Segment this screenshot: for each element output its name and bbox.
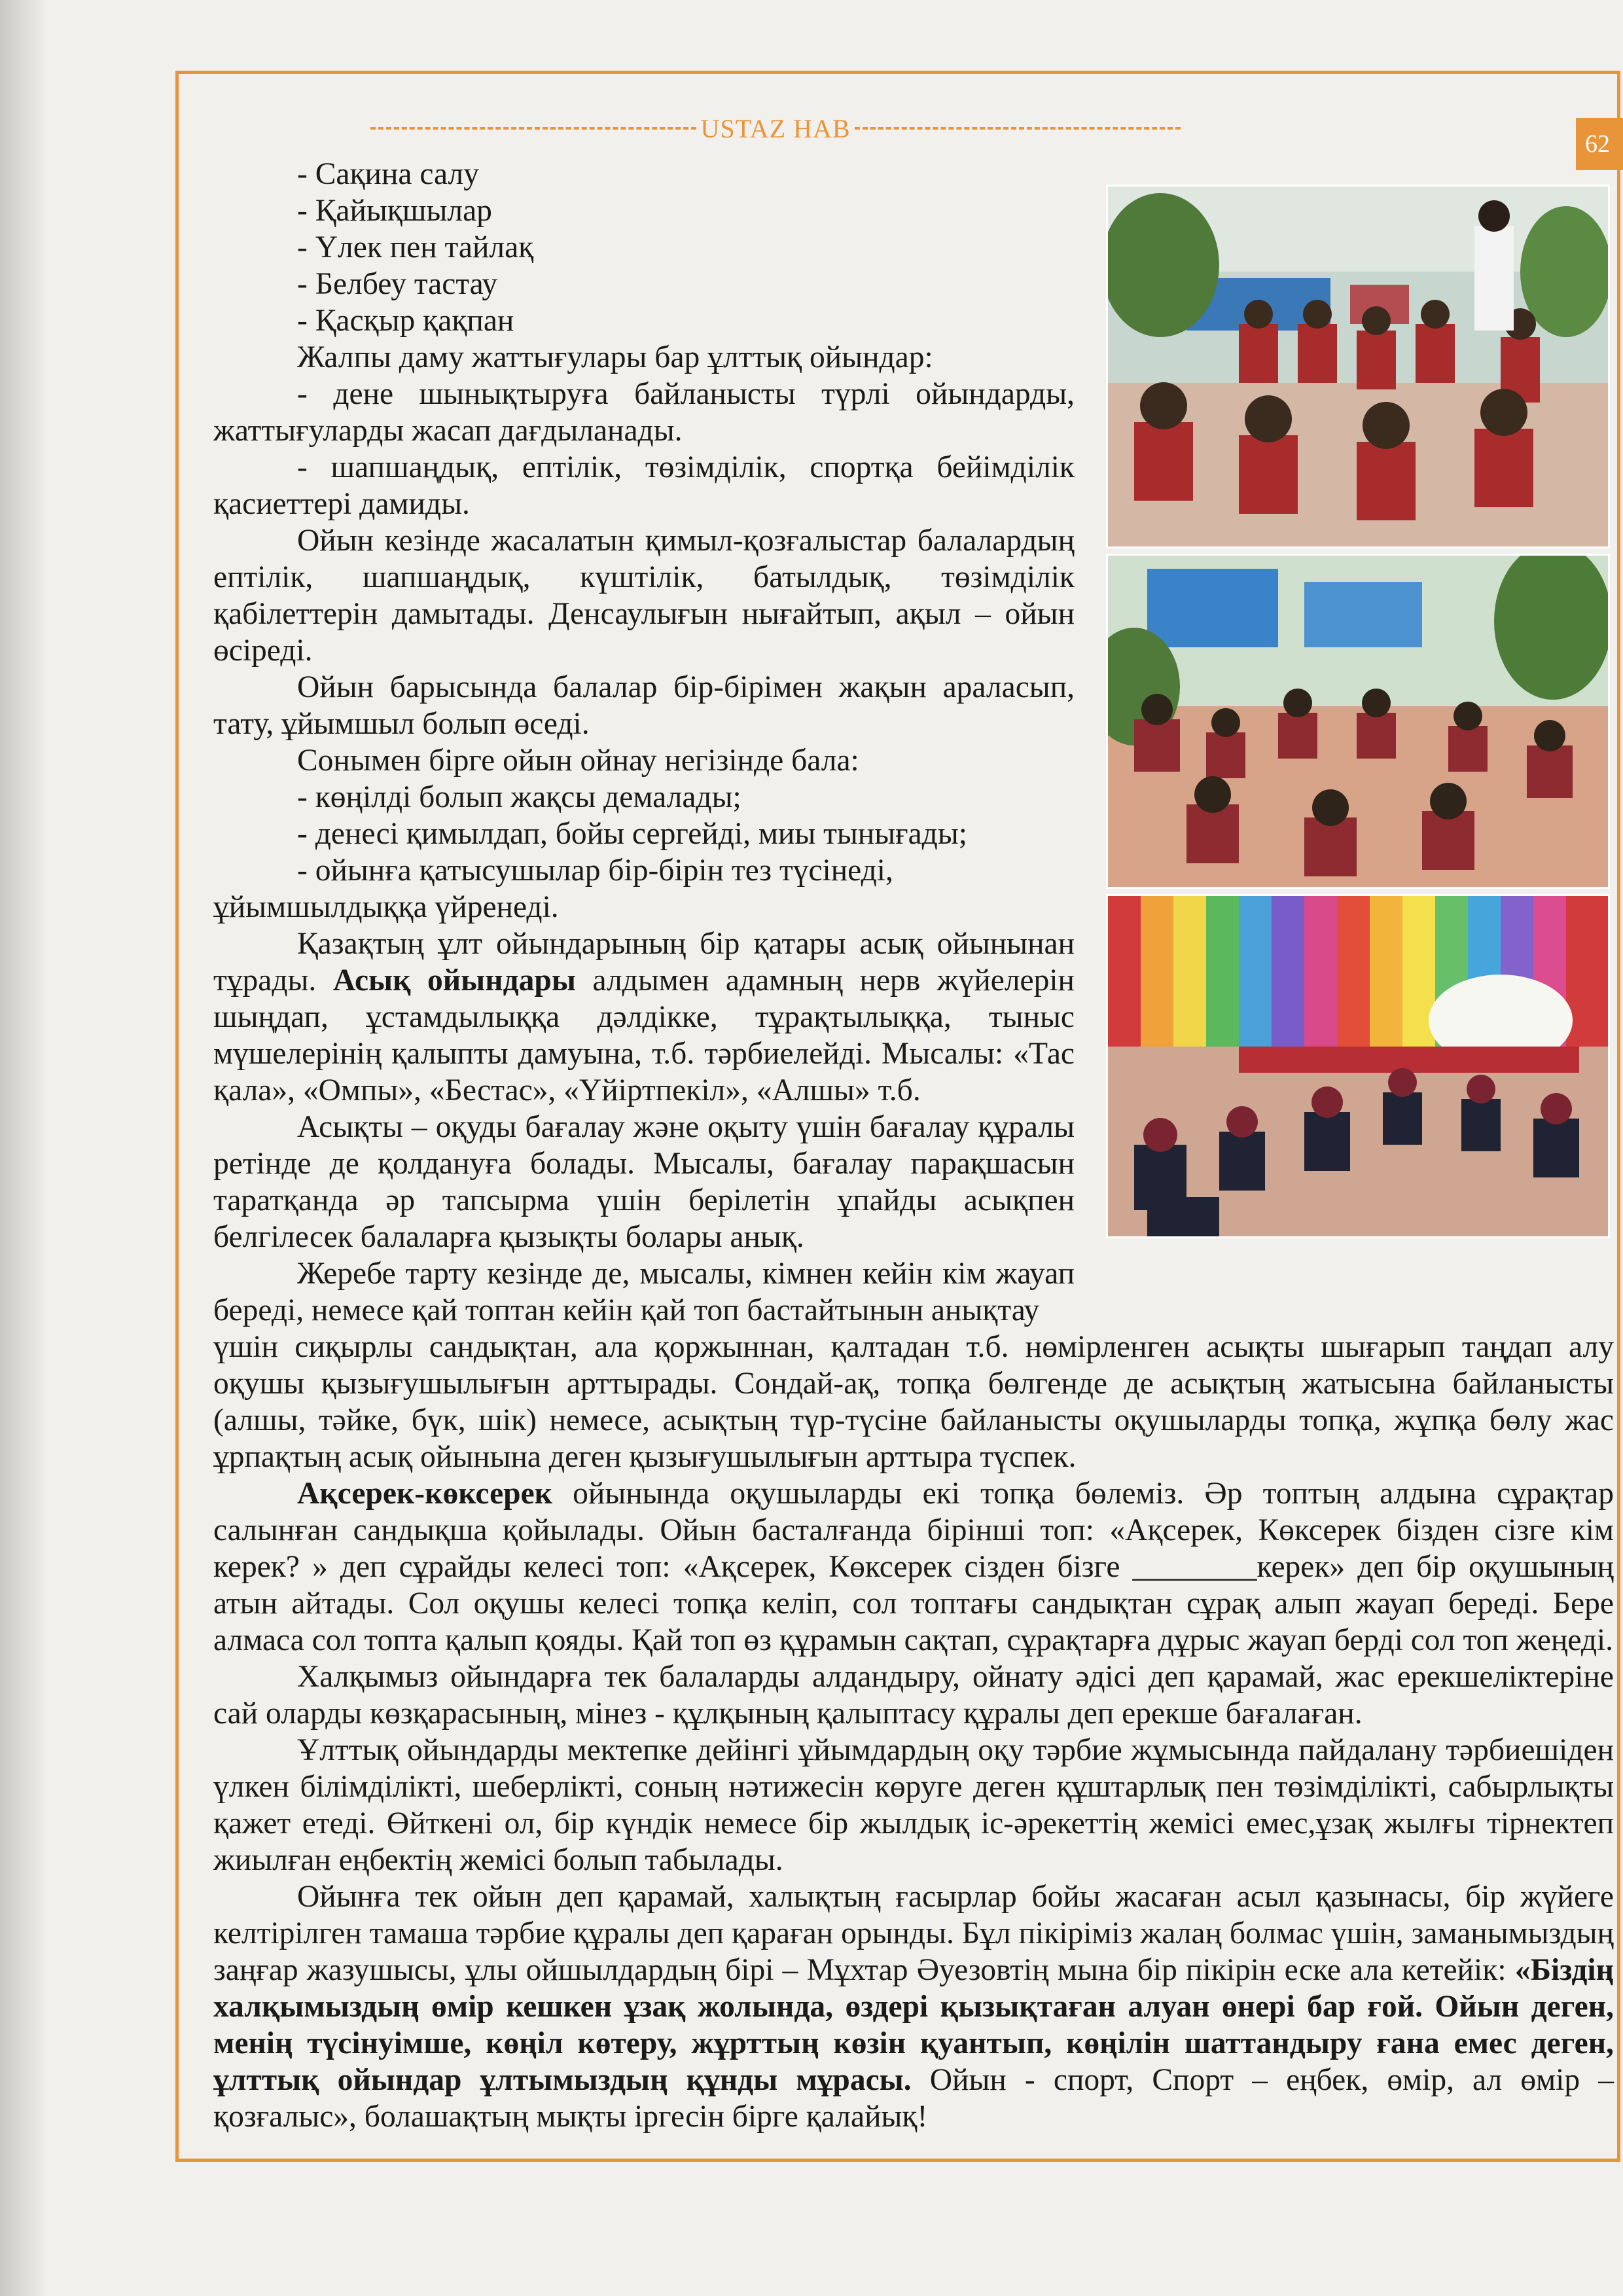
page-header [366, 110, 1185, 147]
paragraph-final [213, 1878, 1614, 2135]
page-number: 62 [1576, 118, 1623, 170]
paragraph-asyk [213, 925, 1075, 1109]
paragraph-assessment: Асықты – оқуды бағалау және оқыту үшін бағалау құралы ретінде де қолдануға болады. Мысалы, бағалау парақшасын таратқанда әр тапсырма үшін берілетін ұпайды асықпен белгілесек балаларға қызықты болары анық. [213, 1110, 1075, 1254]
article-text [213, 156, 1614, 2135]
header-dash-left [370, 127, 696, 130]
also-point-3b: ұйымшылдыққа үйренеді. [213, 890, 559, 924]
final-quote-bold: «Біздің халқымыздың өмір кешкен ұзақ жолында, өздері қызықтаған алуан өнері бар ғой. Ойын деген, менің түсінуімше, көңіл көтеру, жұрттың көзін қуантып, көңілін шаттандыру ғана емес деген, ұлттық ойындар ұлтымыздың құнды мұрасы. [213, 1953, 1614, 2097]
also-point-3a: - ойынға қатысушылар бір-бірін тез түсінеді, [297, 853, 893, 888]
also-title: Сонымен бірге ойын ойнау негізінде бала: [297, 744, 859, 778]
paragraph-aksrek [213, 1475, 1614, 1659]
text-narrow-block [213, 156, 1075, 1329]
paragraph-friendly: Ойын барысында балалар бір-бірімен жақын араласып, тату, ұйымшыл болып өседі. [213, 670, 1075, 741]
also-point-1: - көңілді болып жақсы демалады; [297, 780, 741, 814]
list-item: - Сақина салу [297, 157, 479, 191]
also-point-2: - денесі қимылдап, бойы сергейді, миы тынығады; [297, 817, 967, 851]
paragraph-people: Халқымыз ойындарға тек балаларды алдандыру, ойнату әдісі деп қарамай, жас ерекшеліктеріне сай оларды көзқарасының, мінез - құлқының қалыптасу құралы деп ерекше бағалаған. [213, 1660, 1614, 1731]
general-title: Жалпы даму жаттығулары бар ұлттық ойындар: [297, 340, 933, 374]
list-item: - Үлек пен тайлақ [297, 230, 534, 264]
final-rest: Ойын - спорт, Спорт – еңбек, өмір, ал өмір – қозғалыс», болашақтың мықты іргесін бірге қалайық! [213, 2063, 1614, 2134]
general-point-2: - шапшаңдық, ептілік, төзімділік, спортқа бейімділік қасиеттері дамиды. [213, 450, 1075, 521]
paragraph-lot-continued: үшін сиқырлы сандықтан, ала қоржыннан, қалтадан т.б. нөмірленген асықты шығарып таңдап алу оқушы қызығушылығын арттырады. Сондай-ақ, топқа бөлгенде де асықтың жатысына байланысты (алшы, тәйке, бүк, шік) немесе, асықтың түр-түсіне байланысты оқушыларды топқа, жұпқа бөлу жас ұрпақтың асық ойынына деген қызығушылығын арттыра түспек. [213, 1330, 1614, 1474]
paragraph-lot-start: Жеребе тарту кезінде де, мысалы, кімнен кейін кім жауап береді, немесе қай топтан кейін қай топ бастайтынын анықтау [213, 1257, 1075, 1327]
paragraph-preschool: Ұлттық ойындарды мектепке дейінгі ұйымдардың оқу тәрбие жұмысында пайдалану тәрбиешіден үлкен білімділікті, шеберлікті, соның нәтижесін көруге деген құштарлық пен төзімділікті, сабырлықты қажет етеді. Өйткені ол, бір күндік немесе бір жылдық іс-әрекеттің жемісі емес,ұзақ жылғы тірнектеп жиылған еңбектің жемісі болып табылады. [213, 1733, 1614, 1877]
aksrek-bold: Ақсерек-көксерек [297, 1477, 553, 1511]
header-title: USTAZ HAB [700, 113, 851, 143]
list-item: - Қайықшылар [297, 194, 492, 228]
final-intro: Ойынға тек ойын деп қарамай, халықтың ғасырлар бойы жасаған асыл қазынасы, бір жүйеге келтірілген тамаша тәрбие құралы деп қараған орынды. Бұл пікіріміз жалаң болмас үшін, заманымыздың заңғар жазушысы, ұлы ойшылдардың бірі – Мұхтар Әуезовтің мына бір пікірін еске ала кетейік: [213, 1880, 1614, 1987]
aksrek-rest: ойынында оқушыларды екі топқа бөлеміз. Әр топтың алдына сұрақтар салынған сандықша қойылады. Ойын басталғанда бірінші топ: «Ақсерек, Көксерек бізден сізге кім керек? » деп сұрайды келесі топ: «Ақсерек, Көксерек сізден бізге ________керек» деп бір оқушының атын айтады. Сол оқушы келесі топқа келіп, сол топтағы сандықтан сұрақ алып жауап береді. Бере алмаса сол топта қалып қояды. Қай топ өз құрамын сақтап, сұрақтарға дұрыс жауап берді сол топ жеңеді. [213, 1477, 1614, 1657]
paragraph-movement: Ойын кезінде жасалатын қимыл-қозғалыстар балалардың ептілік, шапшаңдық, күштілік, батылдық, төзімділік қабілеттерін дамытады. Денсаулығын нығайтып, ақыл – ойын өсіреді. [213, 524, 1075, 668]
asyk-rest: алдымен адамның нерв жүйелерін шыңдап, ұстамдылыққа дәлдікке, тұрақтылыққа, тыныс мүшелерінің қалыпты дамуына, т.б. тәрбиелейді. Мысалы: «Тас қала», «Омпы», «Бестас», «Үйіртпекіл», «Алшы» т.б. [213, 963, 1075, 1107]
game-list [213, 156, 1075, 339]
general-point-1: - дене шынықтыруға байланысты түрлі ойындарды, жаттығуларды жасап дағдыланады. [213, 377, 1075, 448]
list-item: - Қасқыр қақпан [297, 304, 514, 338]
asyk-intro: Қазақтың ұлт ойындарының бір қатары асық ойынынан тұрады. [213, 927, 1075, 997]
list-item: - Белбеу тастау [297, 267, 498, 301]
asyk-bold: Асық ойындары [332, 963, 576, 997]
header-dash-right [855, 127, 1181, 130]
scan-edge-shadow [0, 0, 46, 2296]
